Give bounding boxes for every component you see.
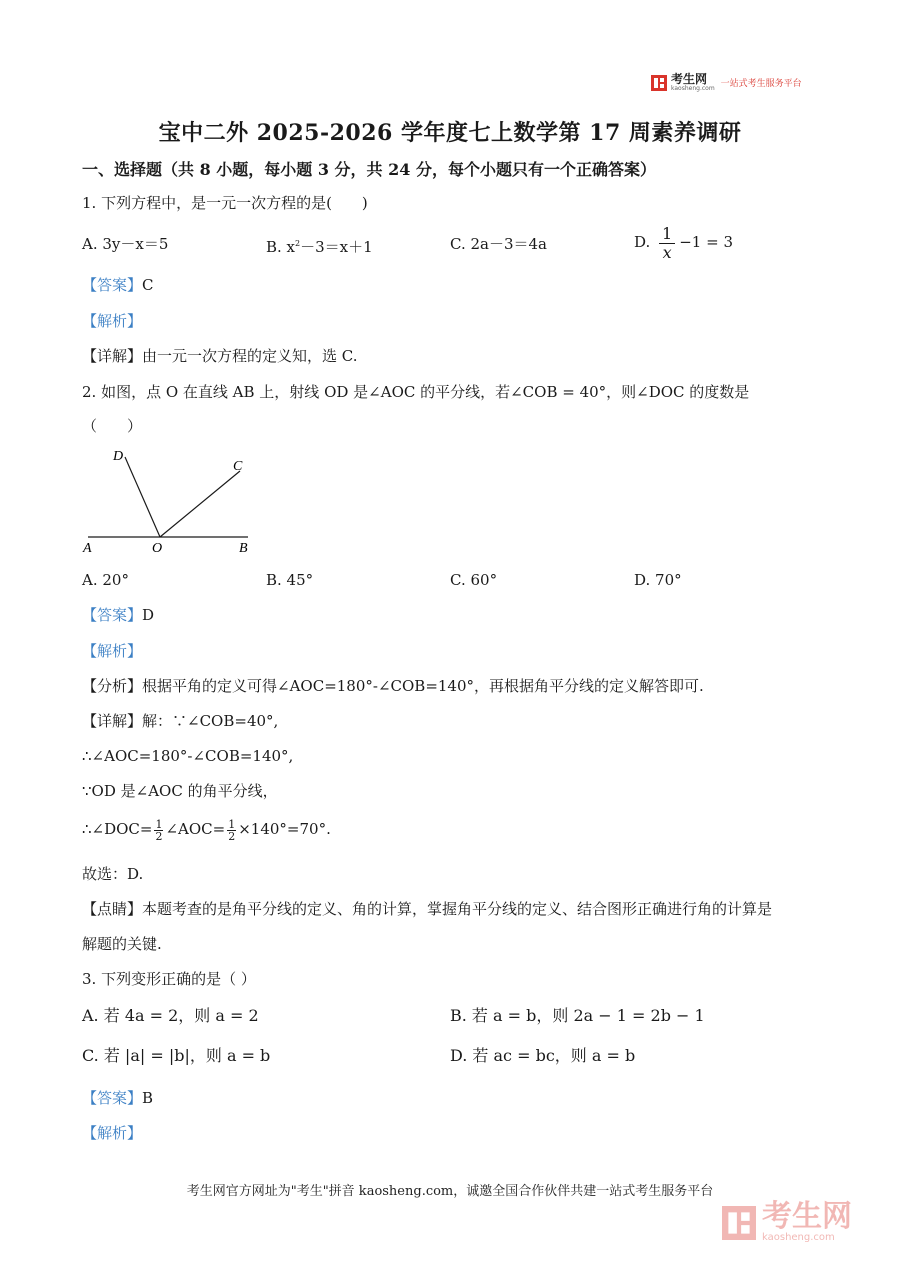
q2-stem: 2. 如图，点 O 在直线 AB 上，射线 OD 是∠AOC 的平分线，若∠COB = 40°，则∠DOC 的度数是: [82, 383, 750, 401]
label-d: D: [113, 449, 124, 464]
q3-option-a: A. 若 4a = 2，则 a = 2: [82, 1006, 259, 1025]
q2-option-c: C. 60°: [450, 571, 498, 589]
ray-oc: [160, 471, 240, 537]
label-o: O: [152, 541, 163, 556]
q1-answer: 【答案】C: [82, 276, 154, 294]
page-title: 宝中二外 2025-2026 学年度七上数学第 17 周素养调研: [158, 120, 742, 146]
q3-option-b: B. 若 a = b，则 2a − 1 = 2b − 1: [450, 1006, 705, 1025]
q1-option-d-fraction: $\frac{1}{x}$: [659, 225, 675, 262]
logo-domain: kaosheng.com: [671, 85, 715, 92]
watermark-domain: kaosheng.com: [762, 1232, 835, 1243]
label-a: A: [83, 541, 92, 556]
page-footer: 考生网官方网址为"考生"拼音 kaosheng.com，诚邀全国合作伙伴共建一站式考生服务平台: [186, 1184, 714, 1199]
q1-option-c: C. 2a－3＝4a: [450, 235, 547, 253]
label-c: C: [233, 459, 243, 474]
logo-name: 考生网: [671, 72, 708, 86]
q3-analysis-tag: 【解析】: [82, 1124, 143, 1142]
q3-stem: 3. 下列变形正确的是（ ）: [82, 970, 256, 988]
q2-option-b: B. 45°: [266, 571, 314, 589]
q1-option-d: D. $\frac{1}{x}$ −1 = 3: [634, 223, 733, 262]
watermark: [722, 1199, 852, 1243]
label-b: B: [239, 541, 248, 556]
q2-option-a: A. 20°: [82, 571, 129, 589]
half-fraction-2: $\frac{1}{2}$: [228, 817, 236, 843]
q1-option-b: B. $x^2-3=x+1$: [266, 238, 373, 256]
section-heading: 一、选择题（共 8 小题，每小题 3 分，共 24 分，每个小题只有一个正确答案）: [82, 160, 656, 179]
q3-answer: 【答案】B: [82, 1089, 154, 1107]
watermark-name: 考生网: [762, 1199, 852, 1234]
logo-text: [671, 73, 715, 92]
q1-detail: 【详解】由一元一次方程的定义知，选 C.: [82, 347, 358, 365]
q2-fenxi: 【分析】根据平角的定义可得∠AOC=180°-∠COB=140°，再根据角平分线的定义解答即可.: [82, 677, 704, 695]
q2-stem-paren: （ ）: [82, 417, 143, 435]
q1-analysis-tag: 【解析】: [82, 312, 143, 330]
q2-dianjing-2: 解题的关键.: [82, 935, 162, 953]
logo-slogan: 一站式考生服务平台: [720, 79, 802, 89]
half-fraction-1: $\frac{1}{2}$: [155, 817, 163, 843]
q2-answer: 【答案】D: [82, 606, 155, 624]
q2-detail-1: 【详解】解：∵∠COB=40°,: [82, 712, 279, 730]
q2-detail-2: ∴∠AOC=180°-∠COB=140°,: [82, 747, 294, 765]
q2-detail-4: ∴∠DOC= $\frac{1}{2}$ ∠AOC= $\frac{1}{2}$ ×140°=70°.: [82, 817, 331, 843]
q2-detail-3: ∵OD 是∠AOC 的角平分线，: [82, 782, 278, 800]
q2-analysis-tag: 【解析】: [82, 642, 143, 660]
q3-option-c: C. 若 |a| = |b|，则 a = b: [82, 1046, 271, 1065]
q2-angle-figure: [78, 444, 268, 560]
header-logo: [651, 73, 802, 92]
q1-stem: 1. 下列方程中，是一元一次方程的是( ): [82, 194, 368, 212]
q2-option-d: D. 70°: [634, 571, 682, 589]
q2-conclusion: 故选：D.: [82, 865, 144, 883]
q1-option-a: A. 3y－x＝5: [82, 235, 169, 253]
q2-dianjing-1: 【点睛】本题考查的是角平分线的定义、角的计算，掌握角平分线的定义、结合图形正确进行角的计算是: [82, 900, 773, 918]
kaosheng-logo-icon: [651, 75, 667, 91]
ray-od: [125, 457, 160, 537]
watermark-logo-icon: [722, 1206, 756, 1240]
q3-option-d: D. 若 ac = bc，则 a = b: [450, 1046, 636, 1065]
